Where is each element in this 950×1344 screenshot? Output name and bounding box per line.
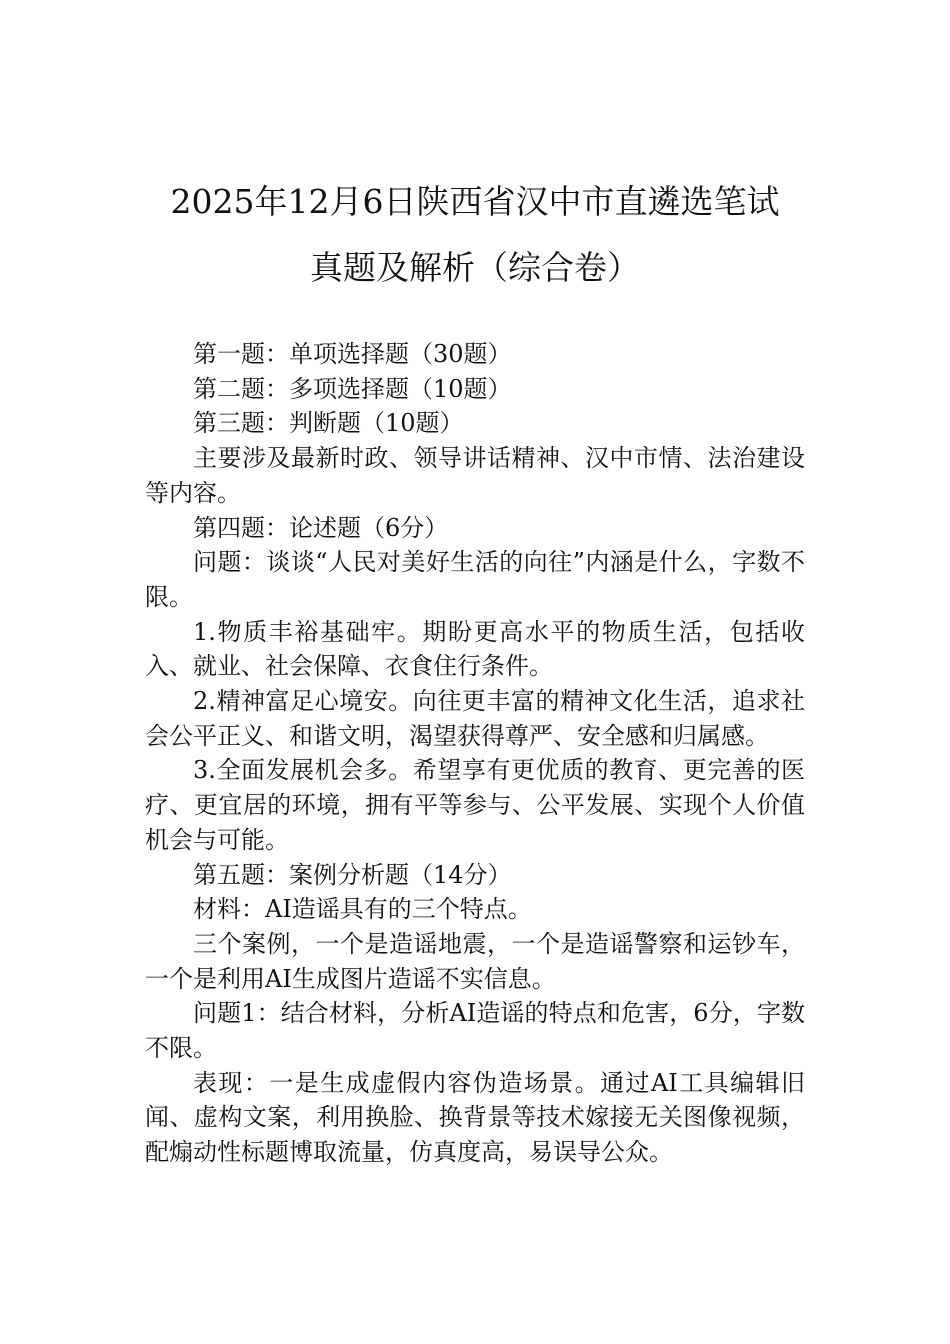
- document-title-line-1: 2025年12月6日陕西省汉中市直遴选笔试: [170, 182, 780, 221]
- paragraph-question-1: 问题1：结合材料，分析AI造谣的特点和危害，6分，字数不限。: [145, 999, 805, 1063]
- paragraph-section-4: 第四题：论述题（6分）: [193, 513, 449, 542]
- paragraph-manifestation: 表现：一是生成虚假内容伪造场景。通过AI工具编辑旧闻、虚构文案，利用换脸、换背景等技术嫁接无关图像视频，配煽动性标题博取流量，仿真度高，易误导公众。: [145, 1068, 805, 1167]
- paragraph-material: 材料：AI造谣具有的三个特点。: [193, 895, 532, 924]
- paragraph-section-3: 第三题：判断题（10题）: [193, 409, 464, 438]
- paragraph-section-1: 第一题：单项选择题（30题）: [193, 340, 512, 368]
- paragraph-section-2: 第二题：多项选择题（10题）: [193, 374, 512, 403]
- paragraph-question: 问题：谈谈“人民对美好生活的向往”内涵是什么，字数不限。: [145, 548, 805, 611]
- paragraph-scope: 主要涉及最新时政、领导讲话精神、汉中市情、法治建设等内容。: [145, 444, 805, 507]
- document-body: [145, 337, 805, 1170]
- paragraph-point-3: 3.全面发展机会多。希望享有更优质的教育、更完善的医疗、更宜居的环境，拥有平等参与、公平发展、实现个人价值机会与可能。: [145, 756, 805, 854]
- paragraph-point-1: 1.物质丰裕基础牢。期盼更高水平的物质生活，包括收入、就业、社会保障、衣食住行条件。: [145, 617, 805, 681]
- paragraph-cases: 三个案例，一个是造谣地震，一个是造谣警察和运钞车，一个是利用AI生成图片造谣不实信息。: [145, 929, 805, 993]
- paragraph-section-5: 第五题：案例分析题（14分）: [193, 860, 512, 889]
- document-title-line-2: 真题及解析（综合卷）: [310, 248, 640, 287]
- paragraph-point-2: 2.精神富足心境安。向往更丰富的精神文化生活，追求社会公平正义、和谐文明，渴望获得尊严、安全感和归属感。: [145, 687, 805, 750]
